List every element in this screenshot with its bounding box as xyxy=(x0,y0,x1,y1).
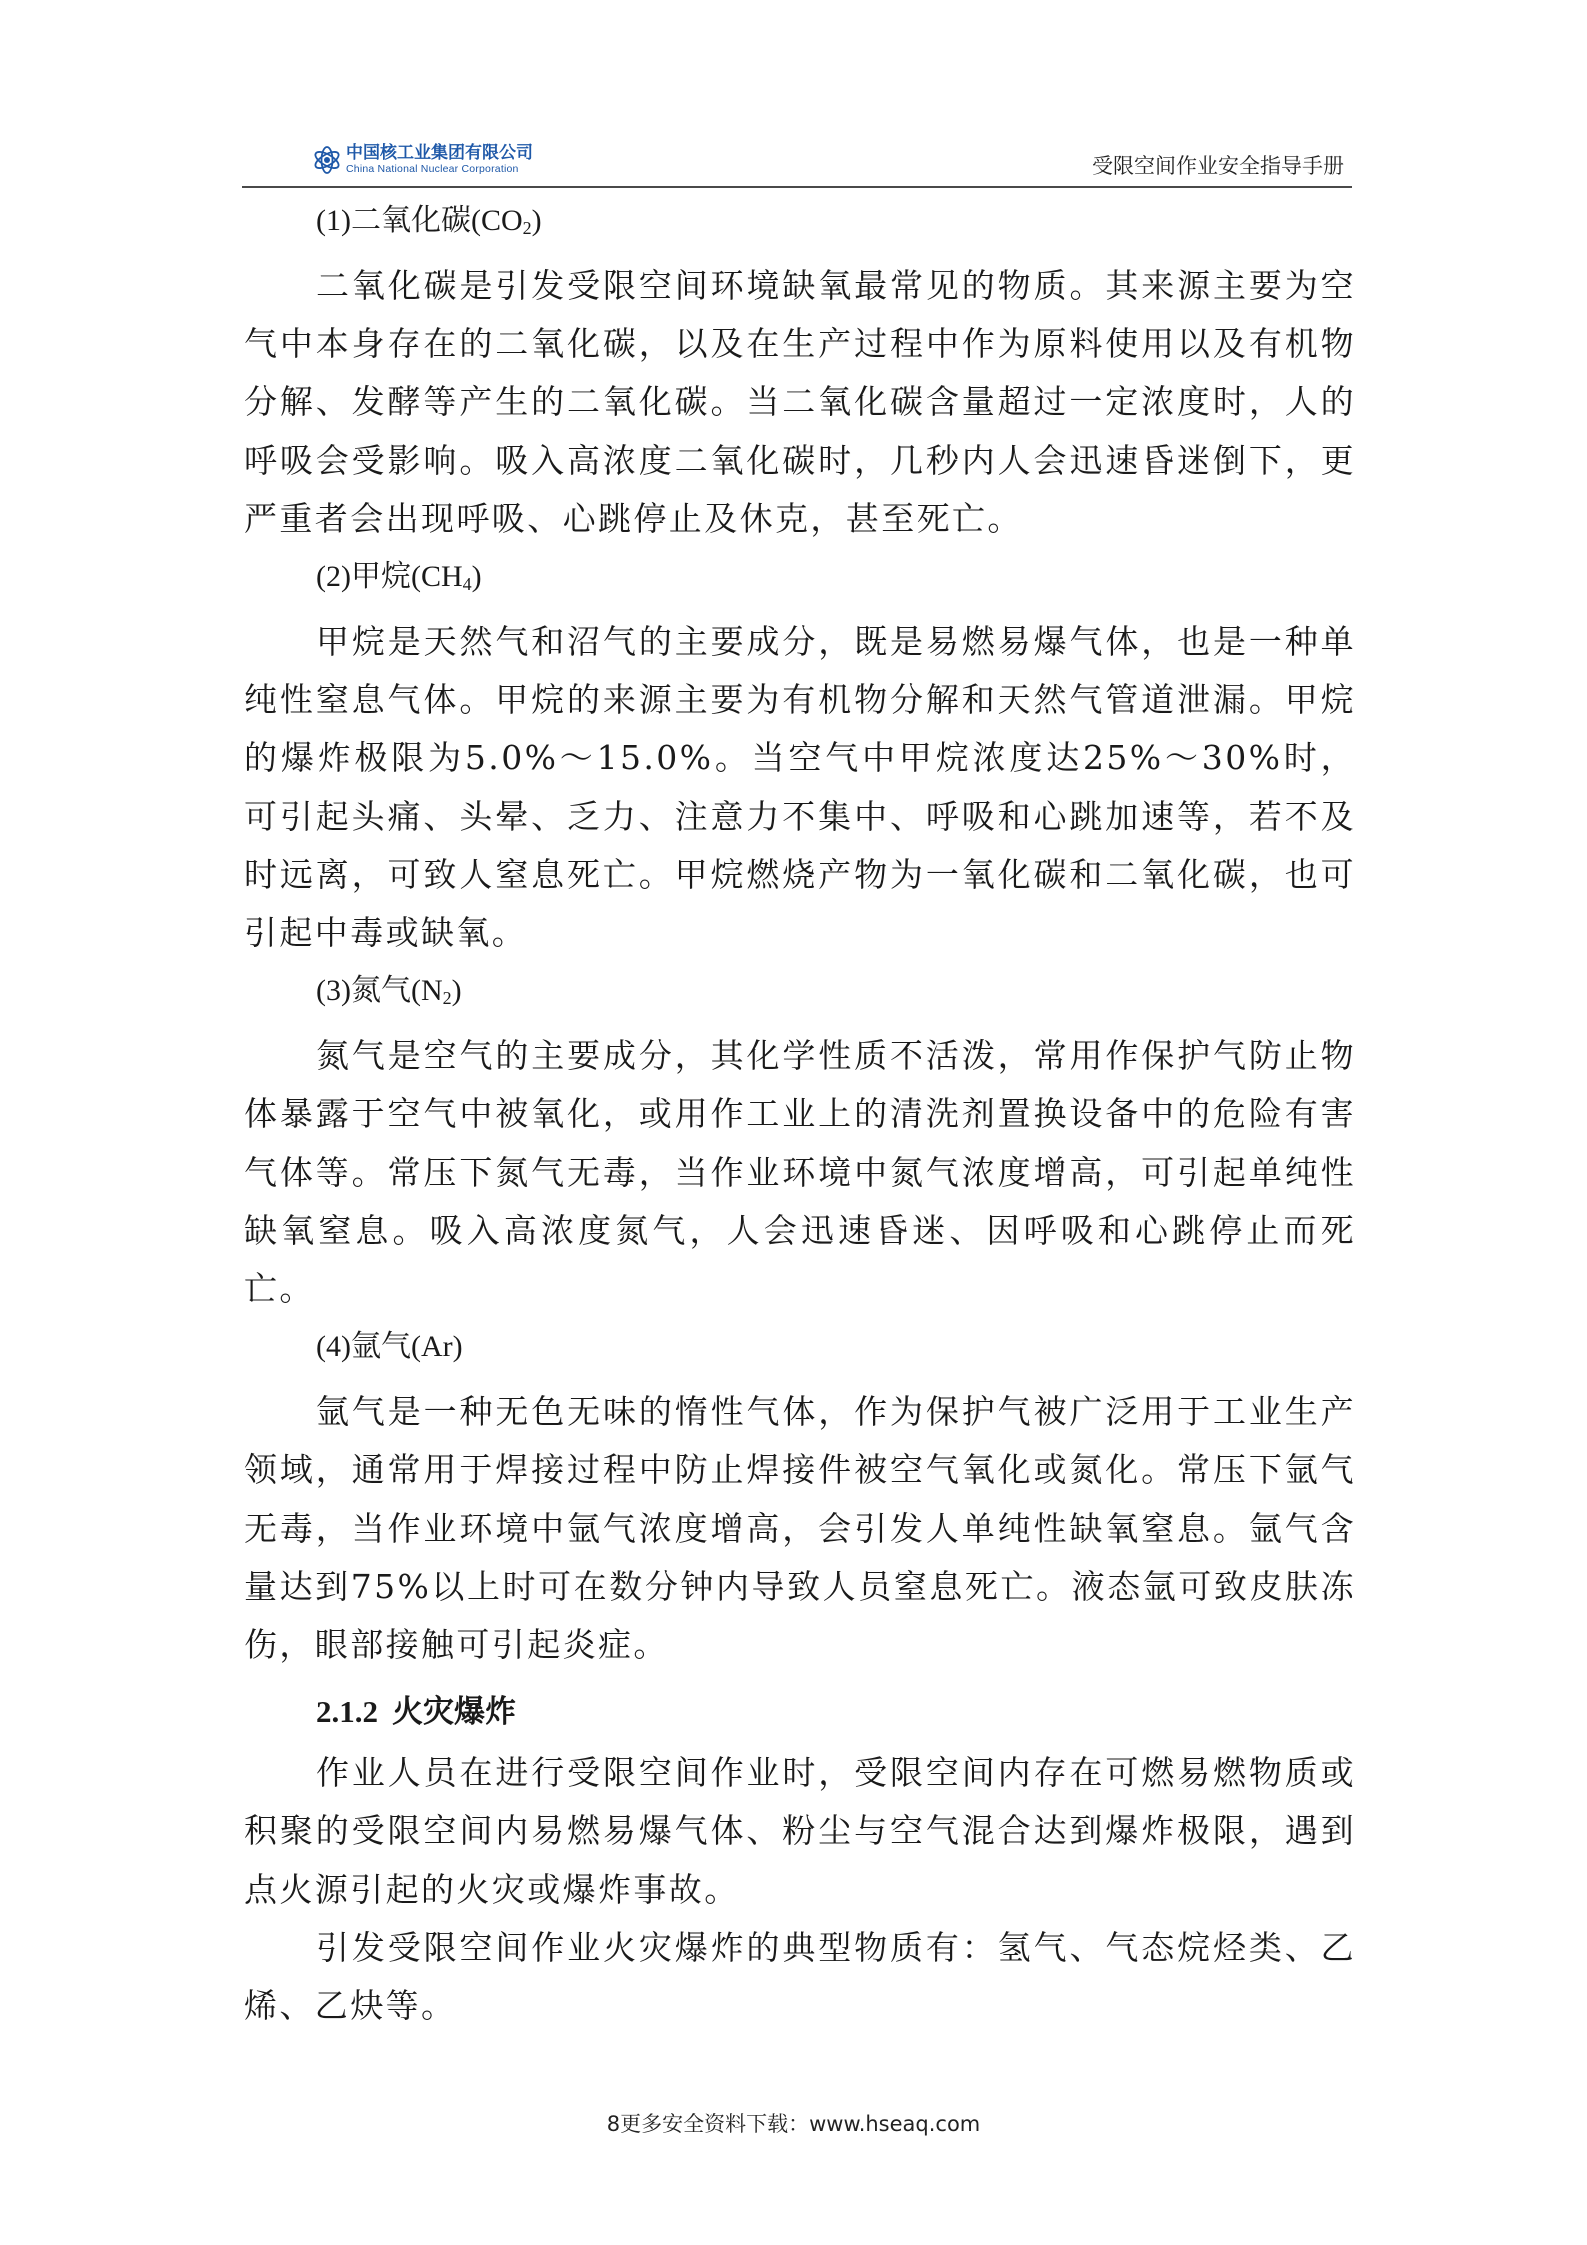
section-number: 2.1.2 xyxy=(316,1694,378,1730)
section-heading xyxy=(244,1680,1356,1744)
subheading-number: (4) xyxy=(316,1330,351,1364)
subheading-甲烷 xyxy=(244,548,1356,613)
formula-prefix: (Ar xyxy=(410,1330,453,1364)
subheading-name: 氩气 xyxy=(350,1329,411,1365)
body-paragraph: 二氧化碳是引发受限空间环境缺氧最常见的物质。其来源主要为空气中本身存在的二氧化碳，以及在生产过程中作为原料使用以及有机物分解、发酵等产生的二氧化碳。当二氧化碳含量超过一定浓度时，人的呼吸会受影响。吸入高浓度二氧化碳时，几秒内人会迅速昏迷倒下，更严重者会出现呼吸、心跳停止及休克，甚至死亡。 xyxy=(244,266,1356,538)
document-body xyxy=(244,192,1356,2035)
logo-english-name: China National Nuclear Corporation xyxy=(346,163,519,176)
formula-prefix: (CH xyxy=(410,560,463,594)
subheading-name: 氮气 xyxy=(350,973,411,1009)
subheading-name: 二氧化碳 xyxy=(350,203,471,238)
subheading-氩气 xyxy=(244,1318,1356,1383)
body-paragraph: 引发受限空间作业火灾爆炸的典型物质有：氢气、气态烷烃类、乙烯、乙炔等。 xyxy=(244,1927,1356,2026)
subheading-氮气 xyxy=(244,962,1356,1027)
subheading-number: (3) xyxy=(316,974,351,1008)
formula-suffix: ) xyxy=(451,974,462,1008)
formula-suffix: ) xyxy=(471,560,482,594)
formula-suffix: ) xyxy=(531,204,542,237)
subheading-number: (2) xyxy=(316,560,351,594)
formula-subscript: 2 xyxy=(442,988,452,1009)
formula-subscript: 2 xyxy=(522,218,532,238)
subheading-name: 甲烷 xyxy=(350,559,411,595)
section-title: 火灾爆炸 xyxy=(392,1694,516,1731)
page-footer: 8更多安全资料下载：www.hseaq.com xyxy=(606,2112,981,2136)
atom-logo-icon xyxy=(312,145,342,175)
page-header xyxy=(242,140,1352,188)
body-paragraph: 氮气是空气的主要成分，其化学性质不活泼，常用作保护气防止物体暴露于空气中被氧化，或用作工业上的清洗剂置换设备中的危险有害气体等。常压下氮气无毒，当作业环境中氮气浓度增高，可引起单纯性缺氧窒息。吸入高浓度氮气，人会迅速昏迷、因呼吸和心跳停止而死亡。 xyxy=(244,1036,1356,1309)
subheading-number: (1) xyxy=(316,204,351,237)
formula-prefix: (CO xyxy=(470,204,523,237)
company-logo xyxy=(312,140,533,180)
subheading-二氧化碳 xyxy=(244,192,1356,257)
body-paragraph: 氩气是一种无色无味的惰性气体，作为保护气被广泛用于工业生产领域，通常用于焊接过程中防止焊接件被空气氧化或氮化。常压下氩气无毒，当作业环境中氩气浓度增高，会引发人单纯性缺氧窒息。氩气含量达到75%以上时可在数分钟内导致人员窒息死亡。液态氩可致皮肤冻伤，眼部接触可引起炎症。 xyxy=(244,1392,1356,1665)
formula-prefix: (N xyxy=(410,974,443,1008)
formula-subscript: 4 xyxy=(462,574,472,595)
body-paragraph: 甲烷是天然气和沼气的主要成分，既是易燃易爆气体，也是一种单纯性窒息气体。甲烷的来源主要为有机物分解和天然气管道泄漏。甲烷的爆炸极限为5.0%～15.0%。当空气中甲烷浓度达25%～30%时，可引起头痛、头晕、乏力、注意力不集中、呼吸和心跳加速等，若不及时远离，可致人窒息死亡。甲烷燃烧产物为一氧化碳和二氧化碳，也可引起中毒或缺氧。 xyxy=(244,622,1356,953)
manual-title: 受限空间作业安全指导手册 xyxy=(1092,154,1344,178)
logo-chinese-name: 中国核工业集团有限公司 xyxy=(346,143,533,164)
formula-suffix: ) xyxy=(452,1330,463,1364)
body-paragraph: 作业人员在进行受限空间作业时，受限空间内存在可燃易燃物质或积聚的受限空间内易燃易爆气体、粉尘与空气混合达到爆炸极限，遇到点火源引起的火灾或爆炸事故。 xyxy=(244,1753,1356,1909)
